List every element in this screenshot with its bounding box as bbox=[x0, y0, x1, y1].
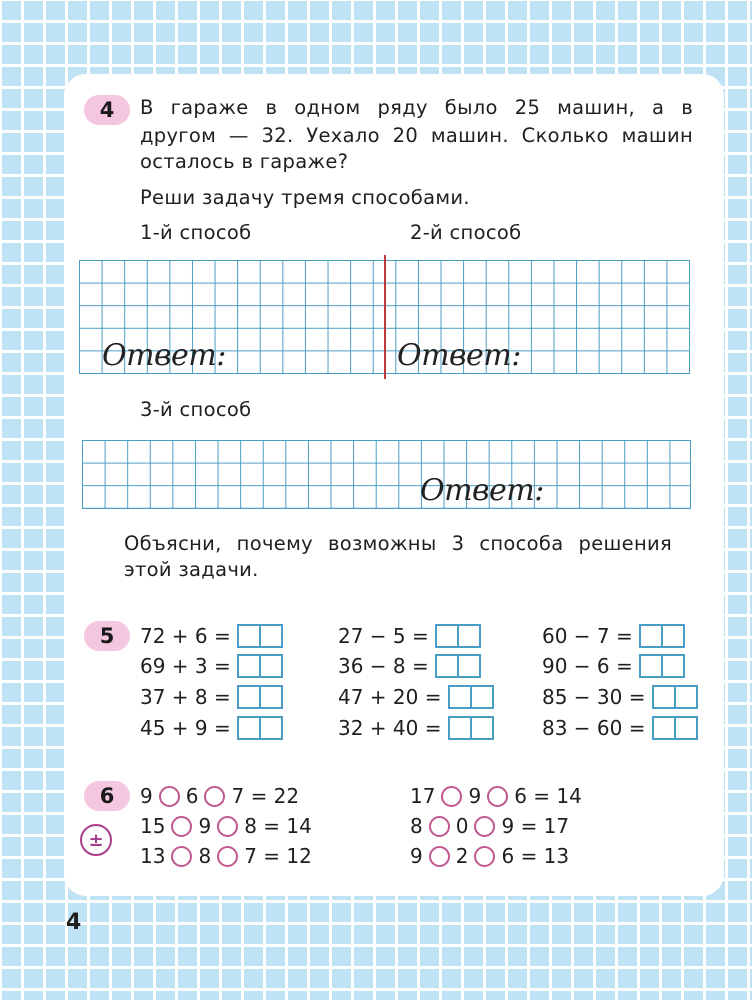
operand: 7 bbox=[231, 784, 245, 808]
operand: 13 bbox=[140, 844, 166, 868]
operand: 6 bbox=[501, 844, 515, 868]
expression-text: 37 + 8 = bbox=[140, 685, 231, 709]
operand: 6 bbox=[185, 784, 199, 808]
operand: 8 bbox=[410, 814, 423, 838]
expression-text: 83 − 60 = bbox=[542, 716, 646, 740]
task-4-line-2: другом — 32. Уехало 20 машин. Сколько машин bbox=[140, 124, 693, 147]
answer-label-2: Ответ: bbox=[397, 338, 521, 373]
sign-circle[interactable] bbox=[171, 816, 192, 837]
answer-label-3: Ответ: bbox=[420, 473, 544, 508]
expression-row bbox=[338, 684, 494, 710]
sign-circle[interactable] bbox=[474, 816, 495, 837]
answer-grid-method-3[interactable] bbox=[82, 440, 691, 509]
task-4-line-1: В гараже в одном ряду было 25 машин, а в bbox=[140, 96, 693, 119]
expression-text: 72 + 6 = bbox=[140, 624, 231, 648]
sign-circle[interactable] bbox=[429, 816, 450, 837]
operand: 9 bbox=[198, 814, 212, 838]
sign-circle[interactable] bbox=[159, 786, 180, 807]
equation-result: = 22 bbox=[250, 784, 300, 808]
sign-equation bbox=[140, 783, 299, 809]
task-4-line-3: осталось в гараже? bbox=[140, 150, 349, 173]
sign-circle[interactable] bbox=[487, 786, 508, 807]
answer-boxes[interactable] bbox=[237, 716, 283, 740]
sign-circle[interactable] bbox=[217, 846, 238, 867]
plus-minus-icon: ± bbox=[80, 824, 112, 856]
method-1-label: 1-й способ bbox=[140, 221, 252, 244]
expression-text: 27 − 5 = bbox=[338, 624, 429, 648]
answer-boxes[interactable] bbox=[652, 716, 698, 740]
sign-equation bbox=[410, 813, 569, 839]
answer-boxes[interactable] bbox=[237, 624, 283, 648]
sign-equation bbox=[140, 843, 312, 869]
expression-row bbox=[542, 653, 685, 679]
equation-result: = 14 bbox=[533, 784, 582, 808]
sign-equation bbox=[410, 843, 569, 869]
method-divider bbox=[384, 255, 386, 379]
answer-boxes[interactable] bbox=[237, 685, 283, 709]
operand: 7 bbox=[244, 844, 257, 868]
answer-boxes[interactable] bbox=[448, 685, 494, 709]
expression-row bbox=[542, 715, 698, 741]
answer-boxes[interactable] bbox=[435, 654, 481, 678]
task-4-badge: 4 bbox=[84, 95, 130, 125]
answer-boxes[interactable] bbox=[652, 685, 698, 709]
sign-equation bbox=[140, 813, 312, 839]
expression-row bbox=[140, 653, 283, 679]
answer-boxes[interactable] bbox=[435, 624, 481, 648]
answer-boxes[interactable] bbox=[639, 654, 685, 678]
operand: 8 bbox=[198, 844, 212, 868]
sign-circle[interactable] bbox=[474, 846, 495, 867]
expression-text: 69 + 3 = bbox=[140, 654, 231, 678]
expression-text: 85 − 30 = bbox=[542, 685, 646, 709]
expression-row bbox=[338, 653, 481, 679]
task-5-badge: 5 bbox=[84, 621, 130, 651]
operand: 15 bbox=[140, 814, 166, 838]
task-6-badge: 6 bbox=[84, 781, 130, 811]
operand: 17 bbox=[410, 784, 436, 808]
method-3-label: 3-й способ bbox=[140, 398, 252, 421]
answer-boxes[interactable] bbox=[639, 624, 685, 648]
operand: 8 bbox=[244, 814, 257, 838]
answer-boxes[interactable] bbox=[237, 654, 283, 678]
sign-circle[interactable] bbox=[441, 786, 462, 807]
equation-result: = 12 bbox=[263, 844, 312, 868]
expression-row bbox=[338, 623, 481, 649]
expression-row bbox=[140, 684, 283, 710]
operand: 2 bbox=[455, 844, 469, 868]
operand: 9 bbox=[410, 844, 423, 868]
equation-result: = 13 bbox=[520, 844, 570, 868]
explain-line-1: Объясни, почему возможны 3 способа решения bbox=[124, 532, 672, 555]
sign-circle[interactable] bbox=[429, 846, 450, 867]
operand: 0 bbox=[455, 814, 469, 838]
page-number: 4 bbox=[66, 910, 82, 935]
expression-text: 32 + 40 = bbox=[338, 716, 442, 740]
expression-text: 90 − 6 = bbox=[542, 654, 633, 678]
operand: 6 bbox=[514, 784, 527, 808]
expression-text: 60 − 7 = bbox=[542, 624, 633, 648]
expression-row bbox=[140, 715, 283, 741]
answer-label-1: Ответ: bbox=[102, 338, 226, 373]
expression-row bbox=[542, 623, 685, 649]
expression-text: 47 + 20 = bbox=[338, 685, 442, 709]
sign-circle[interactable] bbox=[204, 786, 225, 807]
answer-boxes[interactable] bbox=[448, 716, 494, 740]
task-4-instruction: Реши задачу тремя способами. bbox=[140, 186, 470, 209]
operand: 9 bbox=[468, 784, 482, 808]
sign-circle[interactable] bbox=[171, 846, 192, 867]
expression-text: 36 − 8 = bbox=[338, 654, 429, 678]
equation-result: = 14 bbox=[263, 814, 312, 838]
equation-result: = 17 bbox=[520, 814, 570, 838]
explain-line-2: этой задачи. bbox=[124, 558, 259, 581]
method-2-label: 2-й способ bbox=[410, 221, 522, 244]
expression-text: 45 + 9 = bbox=[140, 716, 231, 740]
expression-row bbox=[338, 715, 494, 741]
sign-equation bbox=[410, 783, 582, 809]
expression-row bbox=[140, 623, 283, 649]
expression-row bbox=[542, 684, 698, 710]
operand: 9 bbox=[501, 814, 515, 838]
sign-circle[interactable] bbox=[217, 816, 238, 837]
operand: 9 bbox=[140, 784, 153, 808]
